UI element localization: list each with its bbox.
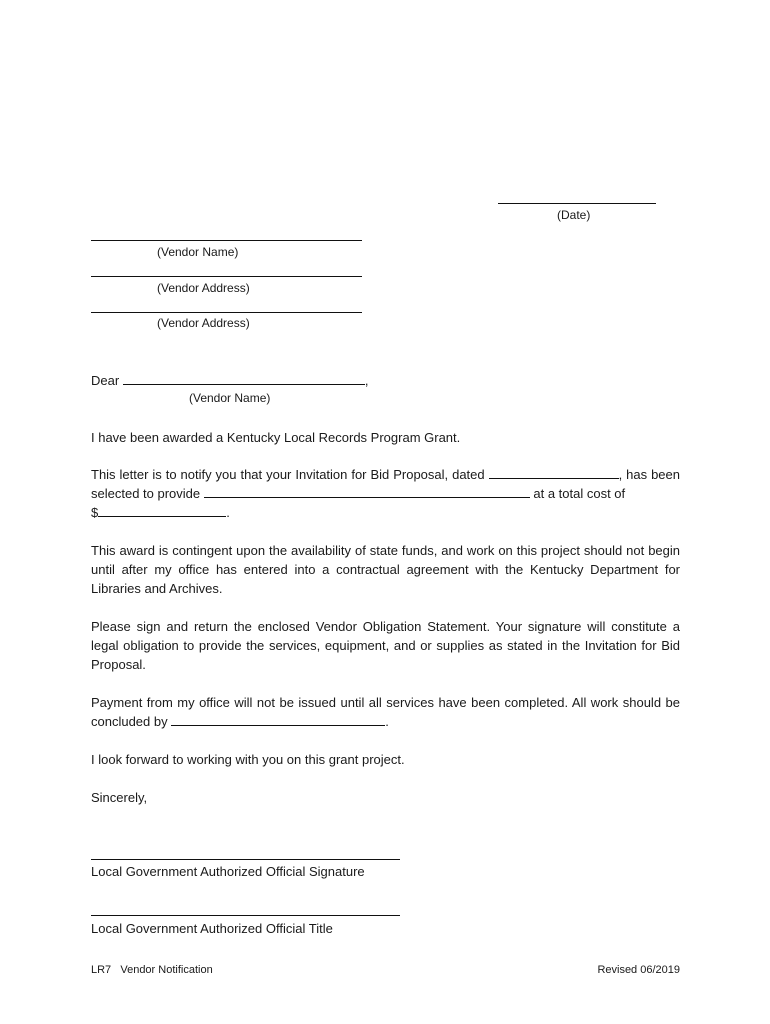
vendor-address-line-2[interactable]: [91, 312, 362, 313]
paragraph-obligation: Please sign and return the enclosed Vendor Obligation Statement. Your signature will constitute a legal obligation to provide the services, equipment, and or supplies as stated in the Invitation for Bid Proposal.: [91, 619, 680, 672]
paragraph-closing-remark: I look forward to working with you on this grant project.: [91, 752, 405, 767]
footer-form-code: LR7 Vendor Notification: [91, 964, 213, 976]
services-blank[interactable]: [204, 485, 530, 498]
closing: Sincerely,: [91, 790, 148, 805]
payment-text: Payment from my office will not be issued until all services have been completed. All work should be concluded by: [91, 695, 680, 729]
vendor-address-caption-2: (Vendor Address): [157, 316, 250, 330]
payment-period: .: [385, 714, 389, 729]
vendor-name-line[interactable]: [91, 240, 362, 241]
paragraph-grant-awarded: I have been awarded a Kentucky Local Records Program Grant.: [91, 430, 461, 445]
conclusion-date-blank[interactable]: [171, 713, 385, 726]
notification-text-2: , has been selected to provide: [91, 467, 680, 501]
paragraph-contingency: This award is contingent upon the availability of state funds, and work on this project should not begin until after my office has entered into a contractual agreement with the Kentucky Department for Libraries and Archives.: [91, 543, 680, 596]
dollar-sign: $: [91, 505, 99, 520]
vendor-address-line-1[interactable]: [91, 276, 362, 277]
paragraph-payment: [91, 693, 680, 731]
signature-label: Local Government Authorized Official Signature: [91, 864, 365, 879]
title-line[interactable]: [91, 915, 400, 916]
date-line[interactable]: [498, 203, 656, 204]
proposal-date-blank[interactable]: [489, 466, 619, 479]
salutation-caption: (Vendor Name): [189, 391, 271, 405]
title-label: Local Government Authorized Official Title: [91, 921, 333, 936]
vendor-name-caption: (Vendor Name): [157, 245, 239, 259]
salutation-vendor-blank[interactable]: [123, 372, 365, 385]
notification-period: .: [226, 505, 230, 520]
salutation-dear: Dear: [91, 373, 120, 388]
total-cost-blank[interactable]: [98, 504, 226, 517]
footer-revised: Revised 06/2019: [597, 964, 680, 976]
notification-text-3: at a total cost of: [533, 486, 626, 501]
date-caption: (Date): [557, 208, 591, 222]
paragraph-notification: [91, 465, 680, 522]
salutation-comma: ,: [364, 373, 369, 388]
signature-line[interactable]: [91, 859, 400, 860]
notification-text-1: This letter is to notify you that your Invitation for Bid Proposal, dated: [91, 467, 485, 482]
vendor-address-caption-1: (Vendor Address): [157, 281, 250, 295]
salutation: [91, 372, 368, 388]
